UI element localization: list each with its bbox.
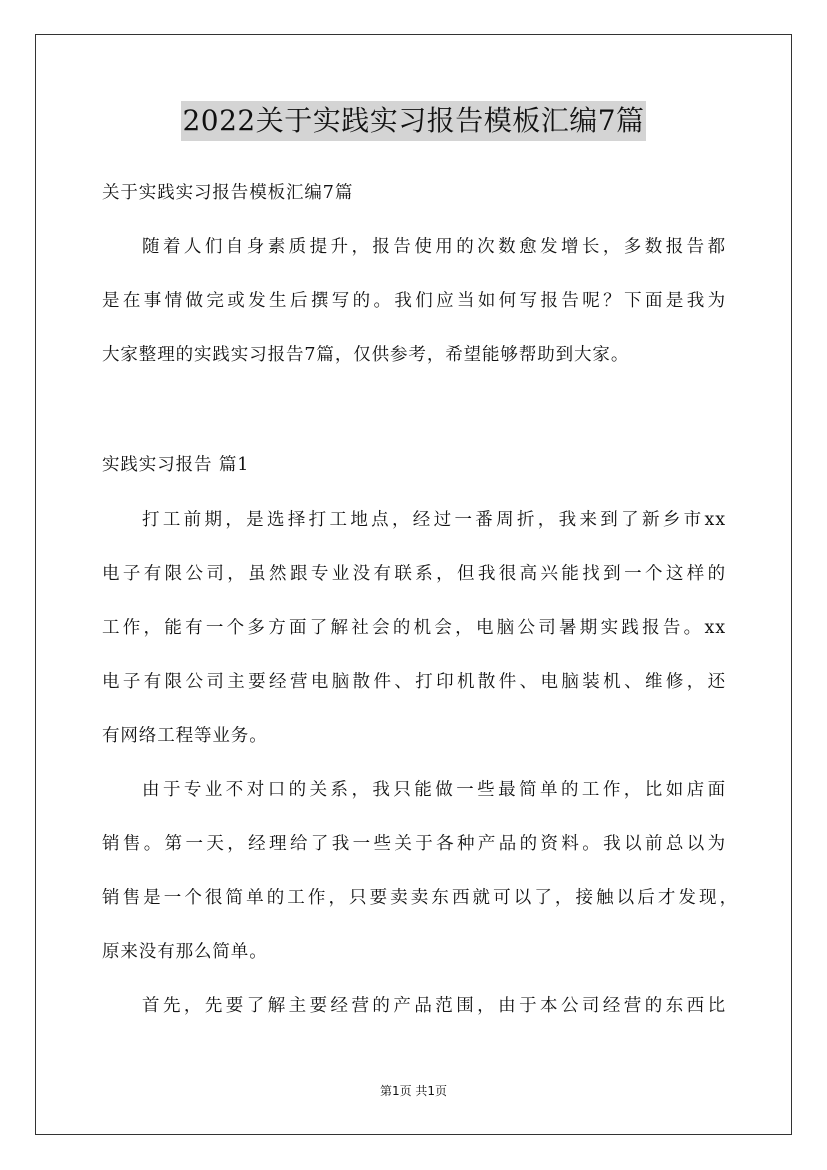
- paragraph1-line-1: 打工前期，是选择打工地点，经过一番周折，我来到了新乡市xx: [142, 510, 726, 530]
- intro-line-2: 是在事情做完或发生后撰写的。我们应当如何写报告呢？下面是我为: [102, 291, 726, 311]
- intro-line-3: 大家整理的实践实习报告7篇，仅供参考，希望能够帮助到大家。: [102, 345, 630, 365]
- intro-line-1: 随着人们自身素质提升，报告使用的次数愈发增长，多数报告都: [142, 237, 726, 257]
- paragraph2-line-1: 由于专业不对口的关系，我只能做一些最简单的工作，比如店面: [142, 780, 726, 800]
- page-footer: 第1页 共1页: [379, 1084, 448, 1098]
- paragraph2-line-3: 销售是一个很简单的工作，只要卖卖东西就可以了，接触以后才发现，: [102, 888, 738, 908]
- paragraph1-line-4: 电子有限公司主要经营电脑散件、打印机散件、电脑装机、维修，还: [102, 672, 726, 692]
- title-wrap: [0, 101, 827, 141]
- document-subtitle: 关于实践实习报告模板汇编7篇: [102, 183, 354, 203]
- document-title: 2022关于实践实习报告模板汇编7篇: [181, 101, 645, 141]
- paragraph3-line-1: 首先，先要了解主要经营的产品范围，由于本公司经营的东西比: [142, 996, 726, 1016]
- paragraph1-line-3: 工作，能有一个多方面了解社会的机会，电脑公司暑期实践报告。xx: [102, 618, 726, 638]
- paragraph2-line-2: 销售。第一天，经理给了我一些关于各种产品的资料。我以前总以为: [102, 834, 726, 854]
- section-heading: 实践实习报告 篇1: [102, 455, 250, 475]
- paragraph2-line-4: 原来没有那么简单。: [102, 942, 268, 962]
- paragraph1-line-2: 电子有限公司，虽然跟专业没有联系，但我很高兴能找到一个这样的: [102, 564, 726, 584]
- paragraph1-line-5: 有网络工程等业务。: [102, 726, 268, 746]
